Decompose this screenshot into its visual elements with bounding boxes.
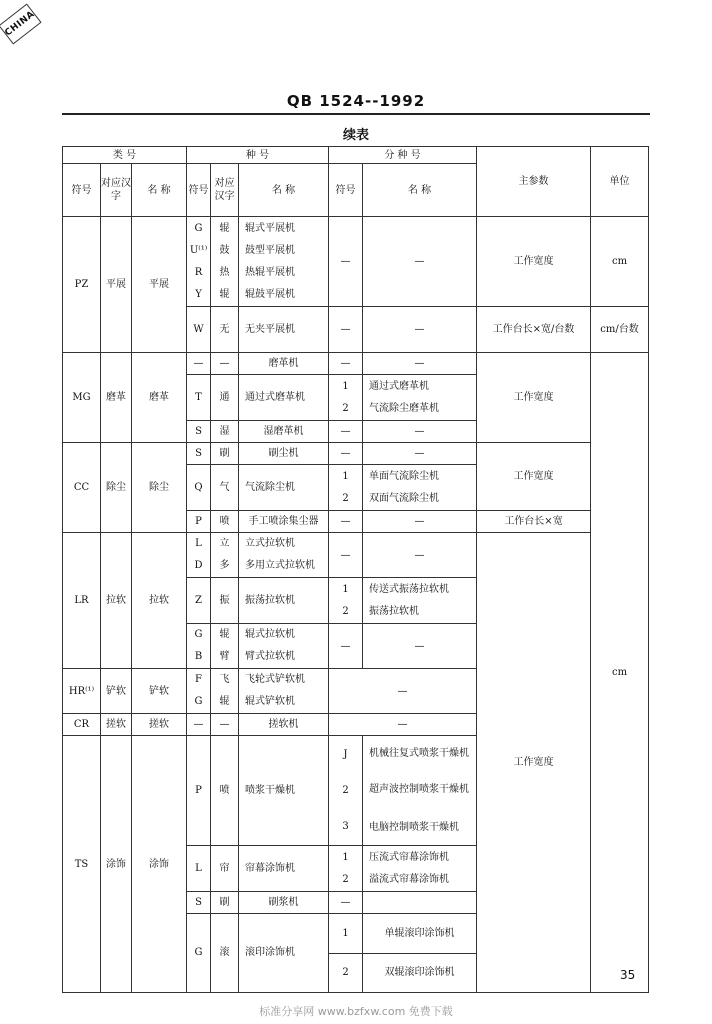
pz-g2-name <box>239 307 329 353</box>
standard-code: QB 1524--1992 <box>286 92 426 110</box>
hanzi: 热 <box>219 266 230 278</box>
fen-symbol: 2 <box>342 784 349 796</box>
lr-r2-fen-symbols <box>329 578 363 624</box>
pz-g2-hanzi <box>211 307 239 353</box>
name: 滚印涂饰机 <box>245 947 295 958</box>
pz-g2-fen-symbol <box>329 307 363 353</box>
cc-param: 工作宽度 <box>477 443 591 511</box>
lr-r3-hanzi <box>211 624 239 669</box>
symbol: G <box>194 947 203 958</box>
hanzi: 滚 <box>219 947 230 958</box>
lr-r3-names <box>239 624 329 669</box>
fen-name: 通过式磨革机 <box>369 380 429 392</box>
name: 立式拉软机 <box>245 538 295 549</box>
ts-r2-fen-names <box>363 846 477 892</box>
ts-r3-symbol: S <box>187 892 211 914</box>
ts-r4-fen-name-2: 双辊滚印涂饰机 <box>363 953 477 993</box>
cc-r1-name: 刷尘机 <box>239 443 329 465</box>
hanzi: 帘 <box>219 862 230 874</box>
fen-symbol: 2 <box>342 402 349 414</box>
lr-r3-fen-name: — <box>363 624 477 669</box>
name: 无夹平展机 <box>245 323 295 335</box>
cr-lei-symbol: CR <box>63 714 101 736</box>
cc-r3-hanzi: 喷 <box>211 511 239 533</box>
name: 帘幕涂饰机 <box>245 862 295 874</box>
ts-r3-hanzi: 刷 <box>211 892 239 914</box>
name: 飞轮式铲软机 <box>245 674 305 685</box>
hr-symbols <box>187 669 211 714</box>
fen-symbol: J <box>343 748 348 760</box>
lr-lei-hanzi: 拉软 <box>101 533 132 669</box>
mg-r1-fen-symbol: — <box>329 353 363 375</box>
cc-lei-name: 除尘 <box>132 443 187 533</box>
header-lei-symbol: 符号 <box>63 164 101 217</box>
cr-lei-name: 搓软 <box>132 714 187 736</box>
mg-r3-fen-name: — <box>363 421 477 443</box>
group-header-row <box>63 147 649 164</box>
footer-watermark: 标准分享网 www.bzfxw.com 免费下载 <box>259 1005 453 1018</box>
lr-r2-hanzi <box>211 578 239 624</box>
mg-r2-fen-names <box>363 375 477 421</box>
mg-r3-hanzi: 湿 <box>211 421 239 443</box>
fen-name: 单面气流除尘机 <box>369 470 439 482</box>
ts-r2-symbol <box>187 846 211 892</box>
name: 多用立式拉软机 <box>245 560 315 571</box>
cr-fen-name: — <box>329 714 477 736</box>
ts-r3-fen-symbol: — <box>329 892 363 914</box>
name: 辊式拉软机 <box>245 629 295 640</box>
fen-name: 超声波控制喷浆干燥机 <box>369 783 469 795</box>
ts-r4-symbol <box>187 914 211 993</box>
lr-r2-fen-names <box>363 578 477 624</box>
cc-r2-symbol <box>187 465 211 511</box>
pz-g2-symbol <box>187 307 211 353</box>
lr-r1-fen-symbol: — <box>329 533 363 578</box>
cc-lei-symbol: CC <box>63 443 101 533</box>
hanzi: 辊 <box>219 629 230 640</box>
cc-lei-hanzi: 除尘 <box>101 443 132 533</box>
ts-r4-fen-symbol-2: 2 <box>329 953 363 993</box>
fen-symbol-spacer <box>329 802 362 816</box>
group-header-lei-hao: 类 号 <box>63 147 187 164</box>
cc-r2-fen-names <box>363 465 477 511</box>
hanzi: 臂 <box>219 651 230 662</box>
pz-g1-fen-name: — <box>363 217 477 307</box>
mg-lei-name: 磨革 <box>132 353 187 443</box>
hanzi: 多 <box>219 560 230 571</box>
pz-lei-name: 平展 <box>132 217 187 353</box>
lr-r3-fen-symbol: — <box>329 624 363 669</box>
symbol: W <box>193 323 204 335</box>
header-zhong-symbol: 符号 <box>187 164 211 217</box>
ts-r4-fen-name-1: 单辊滚印涂饰机 <box>363 914 477 954</box>
name: 辊式平展机 <box>245 222 295 234</box>
mg-r2-name <box>239 375 329 421</box>
symbol: B <box>194 651 203 662</box>
hanzi: 飞 <box>219 674 230 685</box>
lr-lei-symbol: LR <box>63 533 101 669</box>
name: 振荡拉软机 <box>245 594 295 606</box>
fen-symbol: — <box>340 323 351 335</box>
fen-symbol: 1 <box>342 851 349 863</box>
header-lei-name: 名 称 <box>132 164 187 217</box>
mg-r1-fen-name: — <box>363 353 477 375</box>
lr-r2-name <box>239 578 329 624</box>
cc-r1-symbol: S <box>187 443 211 465</box>
symbol: G <box>194 629 203 640</box>
pz-g2-unit: cm/台数 <box>591 307 649 353</box>
hanzi: 气 <box>219 481 230 493</box>
group-header-fen-zhong-hao: 分 种 号 <box>329 147 477 164</box>
name: 喷浆干燥机 <box>245 784 295 796</box>
continued-table-title: 续表 <box>342 128 369 143</box>
symbol: F <box>195 674 202 685</box>
fen-name: 电脑控制喷浆干燥机 <box>369 821 459 833</box>
cr-name: 搓软机 <box>239 714 329 736</box>
page-number: 35 <box>620 968 636 982</box>
symbol: Y <box>195 288 202 300</box>
ts-r1-hanzi <box>211 736 239 846</box>
fen-symbol: 1 <box>342 583 349 595</box>
fen-symbol: 1 <box>342 470 349 482</box>
symbol: T <box>195 391 202 403</box>
lr-r3-symbols <box>187 624 211 669</box>
fen-name: 气流除尘磨革机 <box>369 402 439 414</box>
ts-r2-name <box>239 846 329 892</box>
mg-r2-fen-symbols <box>329 375 363 421</box>
lr-r1-hanzi <box>211 533 239 578</box>
header-zhong-hanzi: 对应汉字 <box>211 164 239 217</box>
cc-r3-name: 手工喷涂集尘器 <box>239 511 329 533</box>
pz-lei-symbol: PZ <box>63 217 101 353</box>
cc-r3-fen-symbol: — <box>329 511 363 533</box>
pz-g1-unit: cm <box>591 217 649 307</box>
name: 气流除尘机 <box>245 481 295 493</box>
hr-lei-symbol: HR⁽¹⁾ <box>63 669 101 714</box>
fen-symbol: 1 <box>342 380 349 392</box>
table-row-cc-1 <box>63 443 649 465</box>
hanzi: 辊 <box>219 696 230 707</box>
fen-name: 双面气流除尘机 <box>369 492 439 504</box>
name: 臂式拉软机 <box>245 651 295 662</box>
lr-r2-symbol <box>187 578 211 624</box>
header-fen-name: 名 称 <box>363 164 477 217</box>
china-stamp <box>0 3 42 44</box>
hr-lei-name: 铲软 <box>132 669 187 714</box>
ts-r2-hanzi <box>211 846 239 892</box>
ts-r2-fen-symbols <box>329 846 363 892</box>
pz-g1-hanzi <box>211 217 239 307</box>
name: 鼓型平展机 <box>245 244 295 256</box>
pz-g1-param: 工作宽度 <box>477 217 591 307</box>
pz-lei-hanzi: 平展 <box>101 217 132 353</box>
hanzi: 辊 <box>219 222 230 234</box>
pz-g1-names <box>239 217 329 307</box>
cc-r2-hanzi <box>211 465 239 511</box>
symbol: D <box>194 560 203 571</box>
hanzi: 鼓 <box>219 244 230 256</box>
fen-symbol: 2 <box>342 605 349 617</box>
table-row-mg-1 <box>63 353 649 375</box>
fen-symbol-spacer <box>329 766 362 780</box>
lr-lei-name: 拉软 <box>132 533 187 669</box>
symbol: L <box>195 862 202 874</box>
fen-name: 传送式振荡拉软机 <box>369 583 449 595</box>
symbol: U⁽¹⁾ <box>189 244 208 256</box>
fen-symbol: 2 <box>342 873 349 885</box>
mg-r3-fen-symbol: — <box>329 421 363 443</box>
name: 辊鼓平展机 <box>245 288 295 300</box>
ts-r3-name: 刷浆机 <box>239 892 329 914</box>
header-main-param: 主参数 <box>477 147 591 217</box>
mg-lei-hanzi: 磨革 <box>101 353 132 443</box>
hanzi: 通 <box>219 391 230 403</box>
hr-names <box>239 669 329 714</box>
cc-r1-fen-symbol: — <box>329 443 363 465</box>
table-row-pz-1 <box>63 217 649 307</box>
mg-r3-symbol: S <box>187 421 211 443</box>
ts-r1-name <box>239 736 329 846</box>
name: 辊式铲软机 <box>245 696 295 707</box>
fen-name: 振荡拉软机 <box>369 605 419 617</box>
lr-ts-param: 工作宽度 <box>477 533 591 993</box>
fen-name: 压流式帘幕涂饰机 <box>369 851 449 863</box>
stamp-text: CHINA <box>3 9 37 39</box>
symbol: Q <box>194 481 203 493</box>
hanzi: 喷 <box>219 784 230 796</box>
header-fen-symbol: 符号 <box>329 164 363 217</box>
cc-r2-fen-symbols <box>329 465 363 511</box>
symbol: G <box>194 222 203 234</box>
fen-symbol: 2 <box>342 492 349 504</box>
mg-r1-name: 磨革机 <box>239 353 329 375</box>
cc-r3-param: 工作台长×宽 <box>477 511 591 533</box>
mid-unit: cm <box>591 353 649 993</box>
mg-r3-name: 湿磨革机 <box>239 421 329 443</box>
symbol: P <box>195 784 202 796</box>
hanzi: 振 <box>219 594 230 606</box>
table-row-lr-1 <box>63 533 649 578</box>
lr-r1-fen-name: — <box>363 533 477 578</box>
symbol: L <box>195 538 202 549</box>
fen-name: — <box>414 323 425 335</box>
name: 热辊平展机 <box>245 266 295 278</box>
fen-name: 溢流式帘幕涂饰机 <box>369 873 449 885</box>
lr-r1-names <box>239 533 329 578</box>
hanzi: 立 <box>219 538 230 549</box>
fen-name: 机械往复式喷浆干燥机 <box>369 747 469 759</box>
header-lei-hanzi: 对应汉字 <box>101 164 132 217</box>
hr-hanzi <box>211 669 239 714</box>
cc-r3-fen-name: — <box>363 511 477 533</box>
symbol: G <box>194 696 203 707</box>
cr-lei-hanzi: 搓软 <box>101 714 132 736</box>
pz-g1-fen-symbol: — <box>329 217 363 307</box>
cr-symbol: — <box>187 714 211 736</box>
header-unit: 单位 <box>591 147 649 217</box>
pz-g2-param: 工作台长×宽/台数 <box>477 307 591 353</box>
cc-r3-symbol: P <box>187 511 211 533</box>
hanzi: 辊 <box>219 288 230 300</box>
pz-g1-symbols <box>187 217 211 307</box>
ts-lei-hanzi: 涂饰 <box>101 736 132 993</box>
classification-table <box>62 146 649 993</box>
mg-r1-hanzi: — <box>211 353 239 375</box>
cc-r2-name <box>239 465 329 511</box>
cc-r1-fen-name: — <box>363 443 477 465</box>
mg-param: 工作宽度 <box>477 353 591 443</box>
hr-fen-name: — <box>329 669 477 714</box>
ts-r3-fen-name <box>363 892 477 914</box>
mg-r2-symbol <box>187 375 211 421</box>
name: 通过式磨革机 <box>245 391 305 403</box>
header-zhong-name: 名 称 <box>239 164 329 217</box>
group-header-zhong-hao: 种 号 <box>187 147 329 164</box>
ts-r1-fen-names <box>363 736 477 846</box>
mg-r2-hanzi <box>211 375 239 421</box>
ts-r1-symbol <box>187 736 211 846</box>
mg-lei-symbol: MG <box>63 353 101 443</box>
fen-symbol: 3 <box>342 820 349 832</box>
cr-hanzi: — <box>211 714 239 736</box>
ts-r4-hanzi <box>211 914 239 993</box>
hr-lei-hanzi: 铲软 <box>101 669 132 714</box>
ts-r4-name <box>239 914 329 993</box>
hanzi: 无 <box>219 323 230 335</box>
ts-r4-fen-symbol-1: 1 <box>329 914 363 954</box>
mg-r1-symbol: — <box>187 353 211 375</box>
symbol: R <box>194 266 203 278</box>
cc-r1-hanzi: 刷 <box>211 443 239 465</box>
ts-lei-symbol: TS <box>63 736 101 993</box>
symbol: Z <box>195 594 202 606</box>
lr-r1-symbols <box>187 533 211 578</box>
ts-lei-name: 涂饰 <box>132 736 187 993</box>
header-rule <box>62 113 650 115</box>
ts-r1-fen-symbols <box>329 736 363 846</box>
pz-g2-fen-name <box>363 307 477 353</box>
